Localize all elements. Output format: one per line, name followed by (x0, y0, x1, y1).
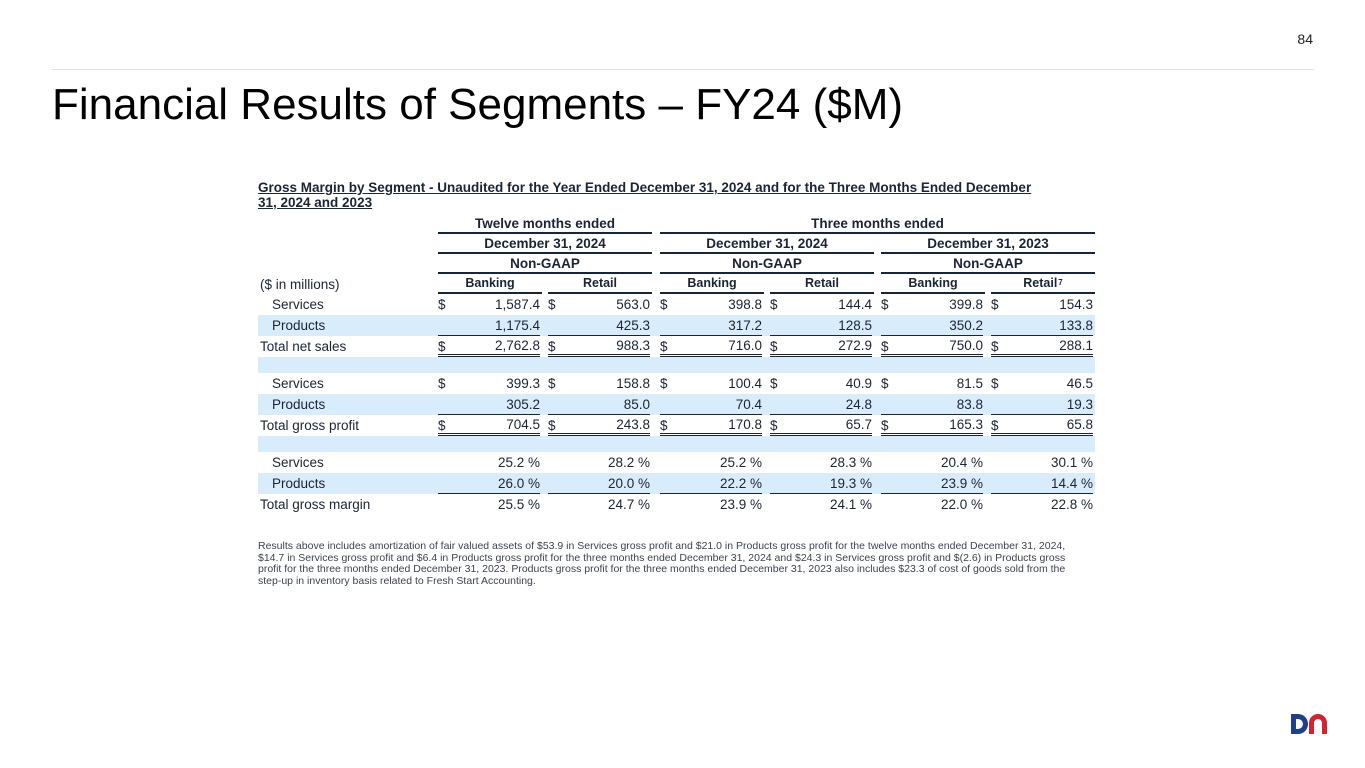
table-cell-value: 23.9 % (881, 473, 983, 494)
currency-symbol: $ (770, 418, 778, 433)
table-footnote: Results above includes amortization of fair valued assets of $53.9 in Services gross profit and $21.0 in Products gross profit for the twelve months ended December 31, 2024, $14.7 in Services gross profit and $6.4 in Products gross profit for the three months ended December 31, 2024 and $24.3 in Services gross profit and $(2.6) in Products gross profit for the three months ended December 31, 2023. Products gross profit for the three months ended December 31, 2023 also includes $23.3 of cost of goods sold from the step-up in inventory basis related to Fresh Start Accounting. (258, 540, 1066, 587)
table-row (258, 373, 1095, 394)
currency-symbol: $ (548, 297, 556, 312)
table-cell-value: 704.5 (438, 415, 540, 436)
currency-symbol: $ (881, 376, 889, 391)
table-row (258, 315, 1095, 336)
table-cell-value: 25.2 % (497, 455, 540, 470)
table-cell-value: 28.2 % (607, 455, 650, 470)
period-group-three-months: Three months ended (660, 214, 1095, 234)
currency-symbol: $ (991, 418, 999, 433)
row-label: Services (272, 455, 324, 470)
column-header-retail: Retail 7 (991, 274, 1095, 294)
table-cell-value: 25.2 % (719, 455, 762, 470)
column-header-label: Retail (1023, 276, 1058, 290)
table-cell-value: 272.9 (770, 336, 872, 357)
table-cell-value: 22.8 % (1050, 497, 1093, 512)
table-cell-value: 1,587.4 (494, 297, 540, 312)
currency-symbol: $ (991, 297, 999, 312)
column-header-banking (438, 274, 542, 294)
table-row (258, 494, 1095, 515)
table-cell-value: 81.5 (956, 376, 983, 391)
table-cell-value: 28.3 % (829, 455, 872, 470)
column-header-label: Retail (804, 276, 840, 290)
table-row (258, 294, 1095, 315)
row-label: Services (272, 297, 324, 312)
header-row-period (258, 214, 1095, 234)
table-cell-value: 22.2 % (660, 473, 762, 494)
table-caption: Gross Margin by Segment - Unaudited for the Year Ended December 31, 2024 and for the Three Months Ended December 31, 2024 and 2023 (258, 180, 1032, 210)
dn-logo-icon (1289, 712, 1329, 736)
table-cell-value: 1,175.4 (438, 315, 540, 336)
currency-symbol: $ (881, 339, 889, 354)
period-date-header: December 31, 2023 (881, 234, 1095, 254)
table-cell-value: 20.4 % (940, 455, 983, 470)
gross-margin-table (258, 180, 1095, 587)
currency-symbol: $ (660, 339, 668, 354)
table-cell-value: 24.7 % (607, 497, 650, 512)
row-label: Total gross profit (260, 418, 360, 433)
row-label: Total net sales (260, 339, 347, 354)
column-header-label: Banking (908, 276, 958, 290)
period-date-header: December 31, 2024 (660, 234, 874, 254)
currency-symbol: $ (548, 418, 556, 433)
table-cell-value: 14.4 % (991, 473, 1093, 494)
table-cell-value: 70.4 (660, 394, 762, 415)
title-divider (52, 69, 1314, 70)
table-cell-value: 24.8 (770, 394, 872, 415)
currency-symbol: $ (548, 339, 556, 354)
table-cell-value: 40.9 (845, 376, 872, 391)
column-header-banking (881, 274, 985, 294)
table-cell-value: 158.8 (616, 376, 650, 391)
period-date-header: December 31, 2024 (438, 234, 652, 254)
table-cell-value: 399.8 (949, 297, 983, 312)
currency-symbol: $ (548, 376, 556, 391)
table-cell-value: 750.0 (881, 336, 983, 357)
column-header-label: Banking (465, 276, 515, 290)
currency-symbol: $ (770, 376, 778, 391)
table-cell-value: 317.2 (660, 315, 762, 336)
currency-symbol: $ (660, 297, 668, 312)
currency-symbol: $ (881, 297, 889, 312)
currency-symbol: $ (991, 339, 999, 354)
row-label: Products (272, 476, 326, 491)
row-label: Total gross margin (260, 497, 371, 512)
currency-symbol: $ (770, 297, 778, 312)
table-cell-value: 65.8 (991, 415, 1093, 436)
table-cell-value: 46.5 (1066, 376, 1093, 391)
column-header-retail (548, 274, 652, 294)
table-cell-value: 305.2 (438, 394, 540, 415)
table-cell-value: 22.0 % (940, 497, 983, 512)
table-cell-value: 170.8 (660, 415, 762, 436)
table-cell-value: 988.3 (548, 336, 650, 357)
table-cell-value: 144.4 (838, 297, 872, 312)
column-header-label: Banking (687, 276, 737, 290)
table-grid (258, 214, 1095, 515)
table-cell-value: 20.0 % (548, 473, 650, 494)
section-spacer (258, 436, 1095, 452)
currency-symbol: $ (438, 297, 446, 312)
table-cell-value: 85.0 (548, 394, 650, 415)
table-cell-value: 165.3 (881, 415, 983, 436)
basis-header: Non-GAAP (660, 254, 874, 274)
table-cell-value: 25.5 % (497, 497, 540, 512)
currency-symbol: $ (438, 376, 446, 391)
table-cell-value: 128.5 (770, 315, 872, 336)
table-cell-value: 563.0 (616, 297, 650, 312)
currency-symbol: $ (770, 339, 778, 354)
currency-symbol: $ (438, 418, 446, 433)
table-cell-value: 19.3 (991, 394, 1093, 415)
table-cell-value: 65.7 (770, 415, 872, 436)
table-cell-value: 399.3 (506, 376, 540, 391)
currency-symbol: $ (660, 376, 668, 391)
header-row-dates (258, 234, 1095, 254)
table-row (258, 336, 1095, 357)
table-cell-value: 350.2 (881, 315, 983, 336)
table-cell-value: 2,762.8 (438, 336, 540, 357)
header-row-basis (258, 254, 1095, 274)
table-row (258, 415, 1095, 436)
currency-symbol: $ (881, 418, 889, 433)
table-cell-value: 26.0 % (438, 473, 540, 494)
table-row (258, 394, 1095, 415)
row-label: Products (272, 318, 326, 333)
table-cell-value: 154.3 (1059, 297, 1093, 312)
table-cell-value: 30.1 % (1050, 455, 1093, 470)
table-cell-value: 83.8 (881, 394, 983, 415)
currency-symbol: $ (991, 376, 999, 391)
column-header-banking (660, 274, 764, 294)
basis-header: Non-GAAP (881, 254, 1095, 274)
table-row (258, 452, 1095, 473)
units-label: ($ in millions) (260, 276, 340, 292)
basis-header: Non-GAAP (438, 254, 652, 274)
table-row (258, 473, 1095, 494)
row-label: Services (272, 376, 324, 391)
column-header-label: Retail (582, 276, 618, 290)
table-cell-value: 23.9 % (719, 497, 762, 512)
table-cell-value: 24.1 % (829, 497, 872, 512)
table-cell-value: 243.8 (548, 415, 650, 436)
table-cell-value: 425.3 (548, 315, 650, 336)
section-spacer (258, 357, 1095, 373)
table-cell-value: 716.0 (660, 336, 762, 357)
currency-symbol: $ (438, 339, 446, 354)
currency-symbol: $ (660, 418, 668, 433)
table-cell-value: 398.8 (728, 297, 762, 312)
table-cell-value: 19.3 % (770, 473, 872, 494)
page-number: 84 (1297, 31, 1313, 47)
table-cell-value: 133.8 (991, 315, 1093, 336)
period-group-twelve-months: Twelve months ended (438, 214, 652, 234)
column-header-retail (770, 274, 874, 294)
table-cell-value: 288.1 (991, 336, 1093, 357)
page-title: Financial Results of Segments – FY24 ($M) (52, 80, 904, 129)
table-cell-value: 100.4 (728, 376, 762, 391)
header-row-columns (258, 274, 1095, 294)
row-label: Products (272, 397, 326, 412)
